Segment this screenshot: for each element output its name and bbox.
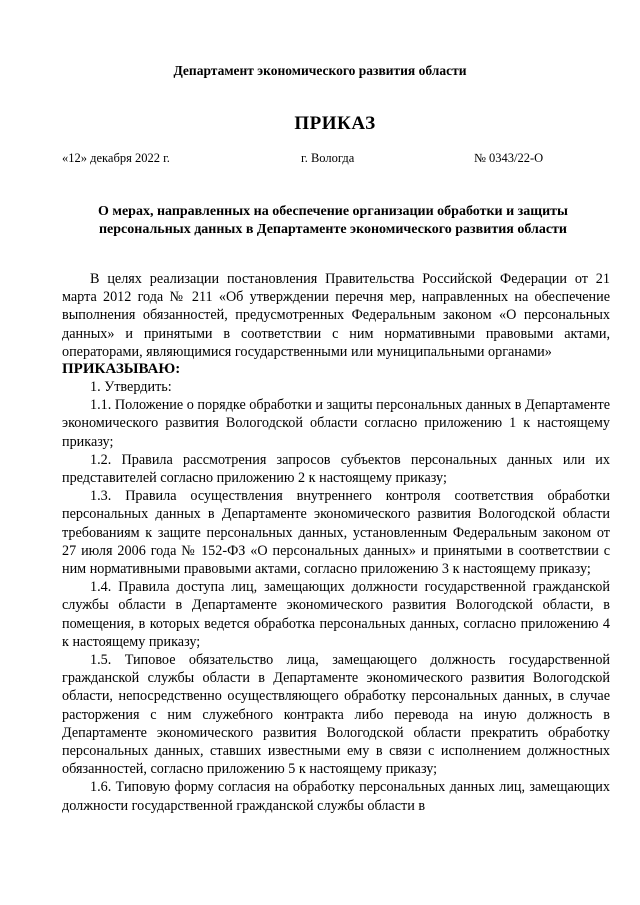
approve-paragraph: 1. Утвердить:	[90, 379, 172, 396]
item-paragraph-1-6: 1.6. Типовую форму согласия на обработку персональных данных лиц, замещающих должности государственной гражданской службы области в	[62, 779, 610, 814]
preamble-paragraph: В целях реализации постановления Правительства Российской Федерации от 21 марта 2012 года № 211 «Об утверждении перечня мер, направленных на обеспечение выполнения обязанностей, предусмотренных Федеральным законом «О персональных данных» и принятыми в соответствии с ним нормативными правовыми актами, операторами, являющимися государственными или муниципальными органами»	[62, 271, 610, 360]
item-paragraph-1-4: 1.4. Правила доступа лиц, замещающих должности государственной гражданской службы области в Департаменте экономического развития Вологодской области, в помещения, в которых ведется обработка персональных данных, согласно приложению 4 к настоящему приказу;	[62, 579, 610, 650]
item-paragraph-1-1: 1.1. Положение о порядке обработки и защиты персональных данных в Департаменте экономического развития Вологодской области согласно приложению 1 к настоящему приказу;	[62, 397, 610, 450]
organization-name: Департамент экономического развития области	[173, 63, 467, 78]
order-place: г. Вологда	[301, 151, 355, 165]
item-paragraph-1-2: 1.2. Правила рассмотрения запросов субъектов персональных данных или их представителей согласно приложению 2 к настоящему приказу;	[62, 451, 610, 487]
directive-heading: ПРИКАЗЫВАЮ:	[62, 361, 181, 378]
order-date: «12» декабря 2022 г.	[62, 151, 170, 165]
document-title: О мерах, направленных на обеспечение организации обработки и защиты персональных данных в Департаменте экономического развития области	[98, 204, 568, 237]
order-number: № 0343/22-О	[474, 151, 544, 165]
item-paragraph-1-5: 1.5. Типовое обязательство лица, замещающего должность государственной гражданской службы области в Департаменте экономического развития Вологодской области, непосредственно осуществляющего обработку персональных данных, в случае расторжения с ним служебного контракта либо перевода на иную должность в Департаменте экономического развития Вологодской области прекратить обработку персональных данных, ставших известными ему в связи с исполнением должностных обязанностей, согласно приложению 5 к настоящему приказу;	[62, 652, 610, 778]
document-body	[62, 270, 610, 815]
item-paragraph-1-3: 1.3. Правила осуществления внутреннего контроля соответствия обработки персональных данных в Департаменте экономического развития Вологодской области требованиям к защите персональных данных, установленным Федеральным законом от 27 июля 2006 года № 152-ФЗ «О персональных данных» и принятыми в соответствии с ним нормативными правовыми актами, согласно приложению 3 к настоящему приказу;	[62, 488, 610, 578]
document-type: ПРИКАЗ	[294, 113, 376, 134]
